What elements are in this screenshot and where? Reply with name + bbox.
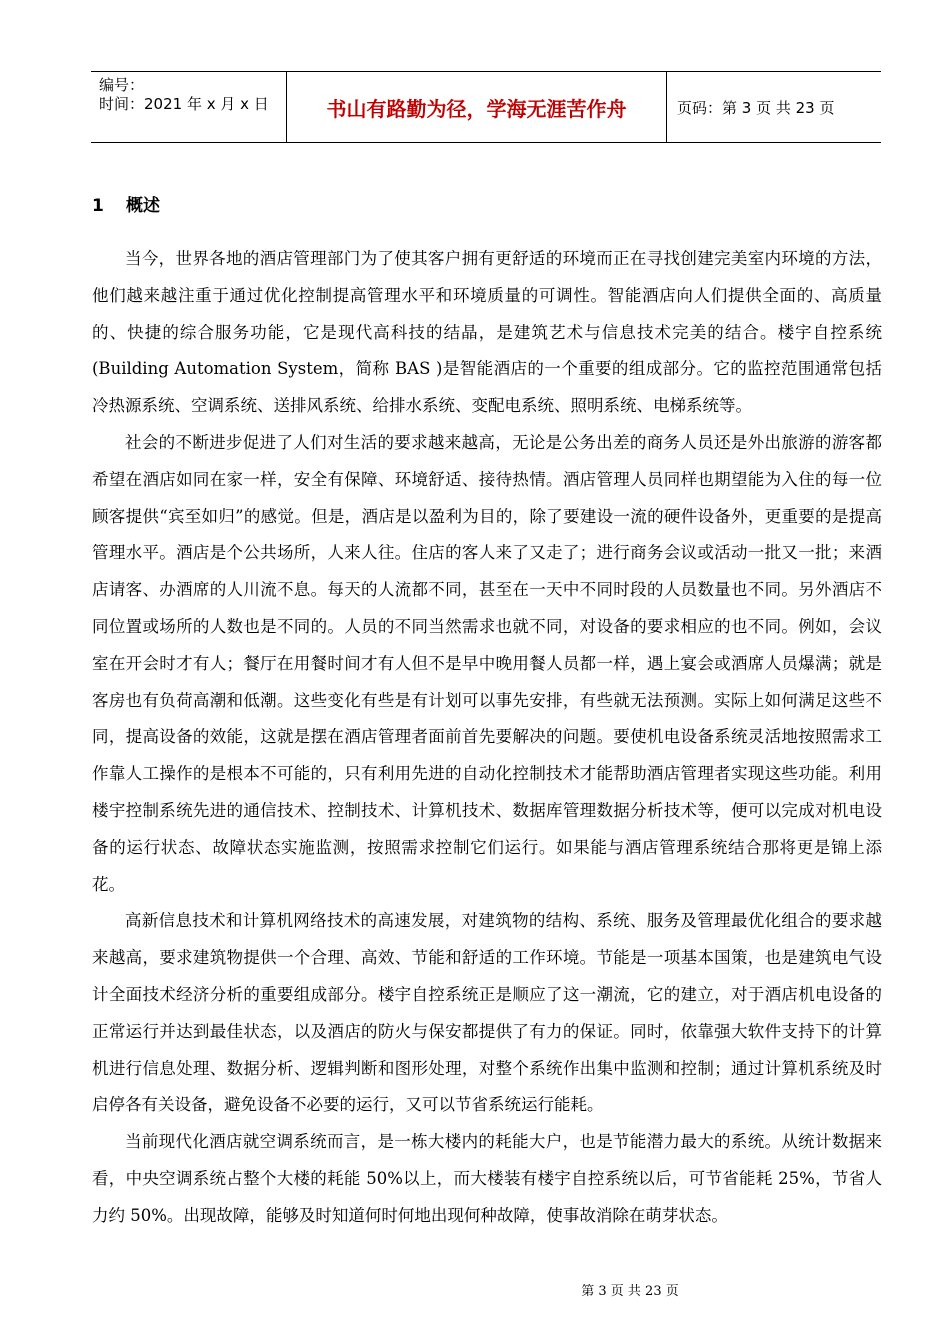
body-paragraph: 高新信息技术和计算机网络技术的高速发展，对建筑物的结构、系统、服务及管理最优化组合的要求越来越高，要求建筑物提供一个合理、高效、节能和舒适的工作环境。节能是一项基本国策，也是建筑电气设计全面技术经济分析的重要组成部分。楼宇自控系统正是顺应了这一潮流，它的建立，对于酒店机电设备的正常运行并达到最佳状态，以及酒店的防火与保安都提供了有力的保证。同时，依靠强大软件支持下的计算机进行信息处理、数据分析、逻辑判断和图形处理，对整个系统作出集中监测和控制；通过计算机系统及时启停各有关设备，避免设备不必要的运行，又可以节省系统运行能耗。 xyxy=(92,911,882,1115)
section-title: 概述 xyxy=(126,196,160,216)
section-heading xyxy=(92,191,160,216)
body-paragraph: 当今，世界各地的酒店管理部门为了使其客户拥有更舒适的环境而正在寻找创建完美室内环境的方法，他们越来越注重于通过优化控制提高管理水平和环境质量的可调性。智能酒店向人们提供全面的、高质量的、快捷的综合服务功能，它是现代高科技的结晶，是建筑艺术与信息技术完美的结合。楼宇自控系统(Building Automation System，简称 BAS )是智能酒店的一个重要的组成部分。它的监控范围通常包括冷热源系统、空调系统、送排风系统、给排水系统、变配电系统、照明系统、电梯系统等。 xyxy=(92,249,882,416)
page-footer: 第 3 页 共 23 页 xyxy=(581,1284,679,1299)
document-body xyxy=(92,241,882,1235)
body-paragraph: 当前现代化酒店就空调系统而言，是一栋大楼内的耗能大户，也是节能潜力最大的系统。从统计数据来看，中央空调系统占整个大楼的耗能 50%以上，而大楼装有楼宇自控系统以后，可节省能耗 25%，节省人力约 50%。出现故障，能够及时知道何时何地出现何种故障，使事故消除在萌芽状态。 xyxy=(92,1132,882,1225)
document-number-label: 编号： xyxy=(99,76,145,94)
header-page-label: 页码：第 3 页 共 23 页 xyxy=(677,98,835,117)
document-header xyxy=(91,71,881,143)
body-paragraph: 社会的不断进步促进了人们对生活的要求越来越高，无论是公务出差的商务人员还是外出旅游的游客都希望在酒店如同在家一样，安全有保障、环境舒适、接待热情。酒店管理人员同样也期望能为入住的每一位顾客提供“宾至如归”的感觉。但是，酒店是以盈利为目的，除了要建设一流的硬件设备外，更重要的是提高管理水平。酒店是个公共场所，人来人往。住店的客人来了又走了；进行商务会议或活动一批又一批；来酒店请客、办酒席的人川流不息。每天的人流都不同，甚至在一天中不同时段的人员数量也不同。另外酒店不同位置或场所的人数也是不同的。人员的不同当然需求也就不同，对设备的要求相应的也不同。例如，会议室在开会时才有人；餐厅在用餐时间才有人但不是早中晚用餐人员都一样，遇上宴会或酒席人员爆满；就是客房也有负荷高潮和低潮。这些变化有些是有计划可以事先安排，有些就无法预测。实际上如何满足这些不同，提高设备的效能，这就是摆在酒店管理者面前首先要解决的问题。要使机电设备系统灵活地按照需求工作靠人工操作的是根本不可能的，只有利用先进的自动化控制技术才能帮助酒店管理者实现这些功能。利用楼宇控制系统先进的通信技术、控制技术、计算机技术、数据库管理数据分析技术等，便可以完成对机电设备的运行状态、故障状态实施监测，按照需求控制它们运行。如果能与酒店管理系统结合那将更是锦上添花。 xyxy=(92,432,882,894)
header-motto: 书山有路勤为径，学海无涯苦作舟 xyxy=(287,72,667,142)
header-meta-cell xyxy=(91,72,287,142)
document-time-label: 时间：2021 年 x 月 x 日 xyxy=(99,95,269,113)
section-number: 1 xyxy=(92,196,104,216)
